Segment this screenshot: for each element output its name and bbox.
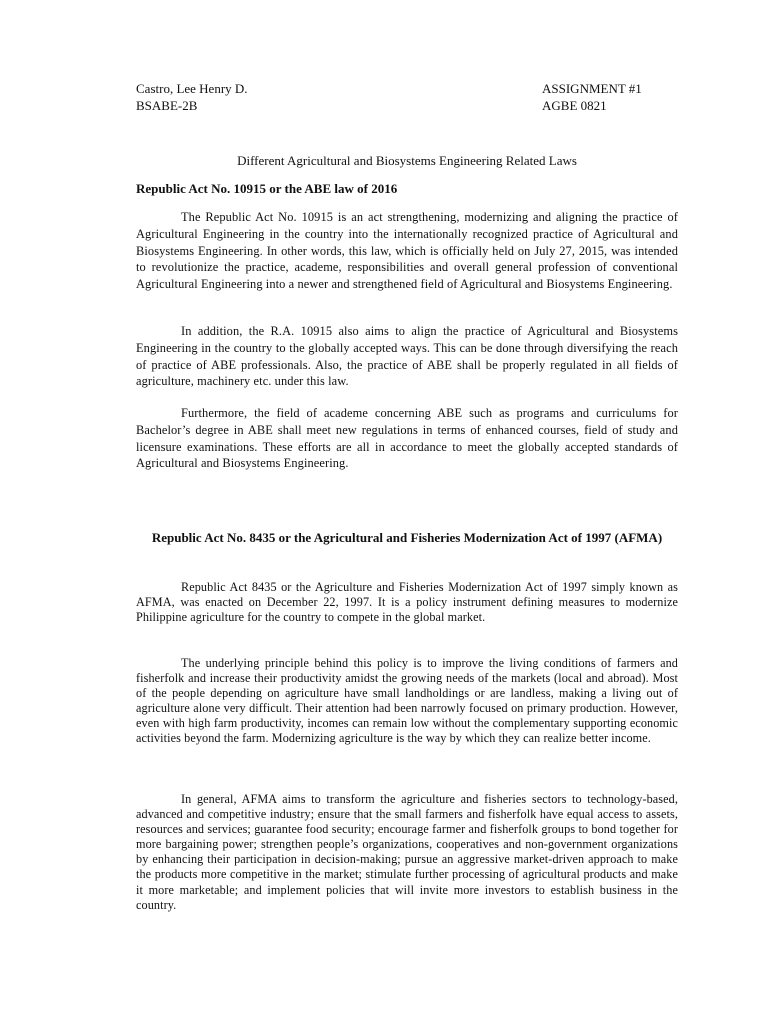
author-name: Castro, Lee Henry D. (136, 81, 248, 96)
document-title: Different Agricultural and Biosystems Engineering Related Laws (237, 153, 577, 168)
paragraph-ra8435-2: The underlying principle behind this policy is to improve the living conditions of farmers and fisherfolk and increase their productivity amidst the growing needs of the markets (local and abroad). Most of the people depending on agriculture have small landholdings or are landless, making a living out of agriculture alone very difficult. Their attention had been narrowly focused on primary production. However, even with high farm productivity, incomes can remain low without the complementary supporting economic activities beyond the farm. Modernizing agriculture is the way by which they can realize better income. (136, 656, 678, 746)
section-heading-ra10915: Republic Act No. 10915 or the ABE law of 2016 (136, 181, 398, 196)
course-code: AGBE 0821 (542, 98, 607, 113)
section-heading-ra8435: Republic Act No. 8435 or the Agricultural and Fisheries Modernization Act of 1997 (AFMA) (151, 530, 663, 545)
paragraph-ra10915-3: Furthermore, the field of academe concerning ABE such as programs and curriculums for Bachelor’s degree in ABE shall meet new regulations in terms of enhanced courses, field of study and licensure examinations. These efforts are all in accordance to meet the globally accepted standards of Agricultural and Biosystems Engineering. (136, 406, 678, 471)
paragraph-ra8435-3: In general, AFMA aims to transform the agriculture and fisheries sectors to technology-based, advanced and competitive industry; ensure that the small farmers and fisherfolk have equal access to assets, resources and services; guarantee food security; encourage farmer and fisherfolk groups to bond together for more bargaining power; strengthen people’s organizations, cooperatives and non-government organizations by enhancing their participation in decision-making; pursue an aggressive market-driven approach to make the products more competitive in the market; stimulate further processing of agricultural products and make it more marketable; and implement policies that will invite more investors to establish business in the country. (136, 792, 678, 912)
paragraph-ra10915-2: In addition, the R.A. 10915 also aims to align the practice of Agricultural and Biosystems Engineering in the country to the globally accepted ways. This can be done through diversifying the reach of practice of ABE professionals. Also, the practice of ABE shall be properly regulated in all fields of agriculture, machinery etc. under this law. (136, 324, 678, 389)
paragraph-ra10915-1: The Republic Act No. 10915 is an act strengthening, modernizing and aligning the practice of Agricultural Engineering in the country into the internationally recognized practice of Agricultural and Biosystems Engineering. In other words, this law, which is officially held on July 27, 2015, was intended to revolutionize the practice, academe, responsibilities and overall general profession of conventional Agricultural Engineering into a newer and strengthened field of Agricultural and Biosystems Engineering. (136, 210, 678, 292)
document-page (136, 0, 678, 1024)
student-section: BSABE-2B (136, 98, 198, 113)
assignment-number: ASSIGNMENT #1 (542, 81, 642, 96)
paragraph-ra8435-1: Republic Act 8435 or the Agriculture and Fisheries Modernization Act of 1997 simply known as AFMA, was enacted on December 22, 1997. It is a policy instrument defining measures to modernize Philippine agriculture for the country to compete in the global market. (136, 580, 678, 625)
